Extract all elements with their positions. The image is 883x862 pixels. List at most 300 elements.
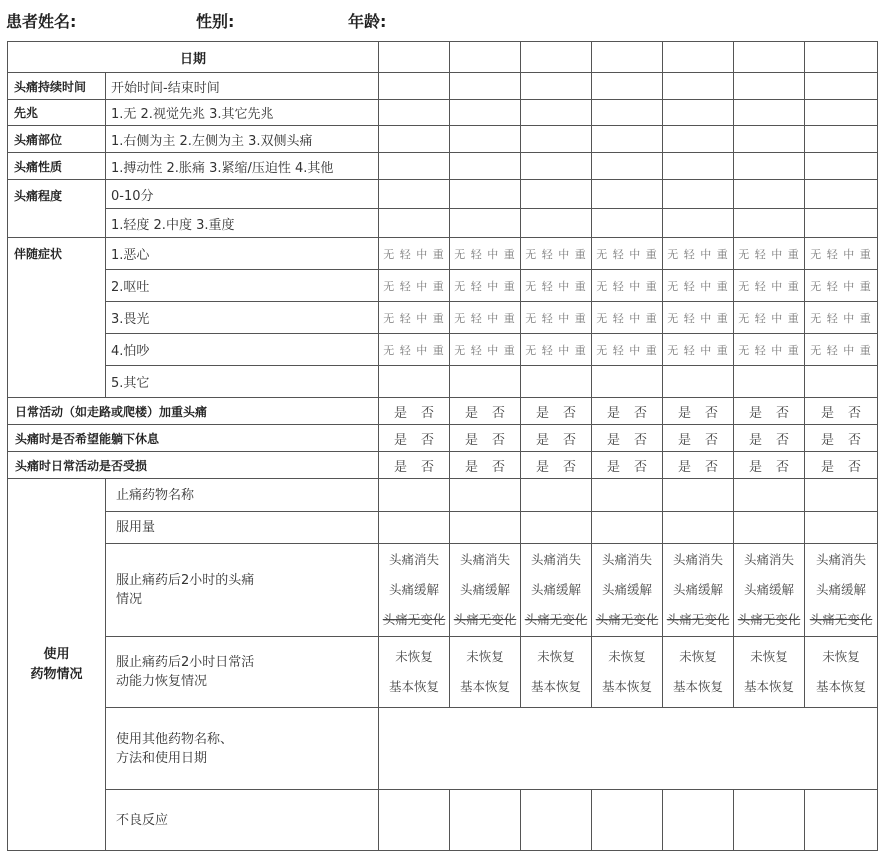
- date-cell-6[interactable]: [734, 302, 805, 334]
- pain-option: 头痛缓解: [673, 582, 724, 597]
- date-cell-6[interactable]: [734, 425, 805, 452]
- date-cell-3[interactable]: [521, 270, 592, 302]
- date-cell-7[interactable]: [805, 209, 878, 238]
- date-cell-3[interactable]: [521, 73, 592, 100]
- table-row: [8, 398, 878, 425]
- symptom-item: 1.恶心: [106, 238, 379, 270]
- date-cell-7[interactable]: [805, 270, 878, 302]
- date-cell-6[interactable]: [734, 512, 805, 544]
- date-cell-6[interactable]: [734, 42, 805, 73]
- date-cell-7[interactable]: [805, 425, 878, 452]
- date-cell-2[interactable]: [450, 153, 521, 180]
- yes-option: 是: [394, 405, 408, 421]
- aura-label: 先兆: [8, 100, 106, 126]
- table-row: [8, 544, 878, 637]
- date-cell-7[interactable]: [805, 302, 878, 334]
- table-row: [8, 334, 878, 366]
- date-cell-2[interactable]: [450, 42, 521, 73]
- yes-option: 是: [678, 405, 692, 421]
- date-cell-4[interactable]: [592, 790, 663, 851]
- table-row: [8, 100, 878, 126]
- yes-option: 是: [607, 405, 621, 421]
- no-option: 否: [492, 459, 506, 475]
- pain-option: 头痛无变化: [524, 612, 588, 627]
- date-cell-7[interactable]: [805, 153, 878, 180]
- function-option: 未恢复: [608, 649, 646, 664]
- pain-option: 头痛缓解: [460, 582, 511, 597]
- function-option: 基本恢复: [602, 679, 653, 694]
- date-cell-1[interactable]: [379, 126, 450, 153]
- date-cell-1[interactable]: [379, 790, 450, 851]
- pain-option: 头痛消失: [673, 552, 724, 567]
- severity-options: 无 轻 中 重: [667, 279, 729, 293]
- yes-option: 是: [536, 459, 550, 475]
- pain-option: 头痛无变化: [809, 612, 873, 627]
- severity-options: 无 轻 中 重: [454, 343, 516, 357]
- date-cell-4[interactable]: [592, 398, 663, 425]
- date-cell-2[interactable]: [450, 209, 521, 238]
- date-cell-1[interactable]: [379, 180, 450, 209]
- date-cell-6[interactable]: [734, 334, 805, 366]
- pain-option: 头痛缓解: [389, 582, 440, 597]
- pain-option: 头痛消失: [531, 552, 582, 567]
- date-cell-4[interactable]: [592, 270, 663, 302]
- symptom-item: 5.其它: [106, 366, 379, 398]
- date-cell-4[interactable]: [592, 42, 663, 73]
- date-cell-2[interactable]: [450, 637, 521, 708]
- date-cell-3[interactable]: [521, 425, 592, 452]
- date-cell-3[interactable]: [521, 153, 592, 180]
- date-cell-6[interactable]: [734, 180, 805, 209]
- date-cell-7[interactable]: [805, 334, 878, 366]
- function-line1: 服止痛药后2小时日常活: [116, 655, 255, 670]
- other-drugs-label: [106, 708, 379, 790]
- intensity-levels: 1.轻度 2.中度 3.重度: [106, 209, 379, 238]
- date-cell-1[interactable]: [379, 544, 450, 637]
- severity-options: 无 轻 中 重: [383, 311, 445, 325]
- date-cell-4[interactable]: [592, 637, 663, 708]
- date-cell-5[interactable]: [663, 126, 734, 153]
- yes-option: 是: [536, 405, 550, 421]
- symptoms-label: 伴随症状: [8, 238, 106, 398]
- date-cell-4[interactable]: [592, 452, 663, 479]
- date-cell-4[interactable]: [592, 479, 663, 512]
- pain-option: 头痛无变化: [666, 612, 730, 627]
- function-option: 未恢复: [395, 649, 433, 664]
- date-cell-5[interactable]: [663, 452, 734, 479]
- table-row: [8, 452, 878, 479]
- date-cell-5[interactable]: [663, 180, 734, 209]
- date-cell-5[interactable]: [663, 42, 734, 73]
- date-cell-2[interactable]: [450, 398, 521, 425]
- yes-option: 是: [465, 432, 479, 448]
- date-cell-2[interactable]: [450, 512, 521, 544]
- date-cell-2[interactable]: [450, 100, 521, 126]
- date-cell-7[interactable]: [805, 366, 878, 398]
- severity-options: 无 轻 中 重: [525, 247, 587, 261]
- table-row: [8, 512, 878, 544]
- severity-options: 无 轻 中 重: [738, 279, 800, 293]
- no-option: 否: [705, 405, 719, 421]
- date-cell-1[interactable]: [379, 209, 450, 238]
- date-cell-3[interactable]: [521, 479, 592, 512]
- date-cell-6[interactable]: [734, 790, 805, 851]
- date-cell-5[interactable]: [663, 425, 734, 452]
- yes-option: 是: [821, 459, 835, 475]
- severity-options: 无 轻 中 重: [596, 343, 658, 357]
- date-header: 日期: [8, 42, 379, 73]
- severity-options: 无 轻 中 重: [810, 311, 872, 325]
- date-cell-5[interactable]: [663, 544, 734, 637]
- no-option: 否: [421, 459, 435, 475]
- table-row: [8, 425, 878, 452]
- date-cell-3[interactable]: [521, 302, 592, 334]
- date-cell-3[interactable]: [521, 637, 592, 708]
- no-option: 否: [848, 459, 862, 475]
- date-cell-4[interactable]: [592, 334, 663, 366]
- date-cell-6[interactable]: [734, 73, 805, 100]
- table-row: [8, 302, 878, 334]
- severity-options: 无 轻 中 重: [525, 311, 587, 325]
- date-cell-2[interactable]: [450, 544, 521, 637]
- duration-label: 头痛持续时间: [8, 73, 106, 100]
- date-cell-5[interactable]: [663, 398, 734, 425]
- date-cell-6[interactable]: [734, 126, 805, 153]
- no-option: 否: [492, 432, 506, 448]
- date-cell-6[interactable]: [734, 100, 805, 126]
- adverse-reaction-label: 不良反应: [106, 790, 379, 851]
- date-cell-3[interactable]: [521, 544, 592, 637]
- severity-options: 无 轻 中 重: [738, 247, 800, 261]
- severity-options: 无 轻 中 重: [454, 279, 516, 293]
- severity-options: 无 轻 中 重: [596, 247, 658, 261]
- table-row: [8, 209, 878, 238]
- severity-options: 无 轻 中 重: [738, 343, 800, 357]
- date-cell-2[interactable]: [450, 180, 521, 209]
- date-cell-3[interactable]: [521, 398, 592, 425]
- severity-options: 无 轻 中 重: [667, 343, 729, 357]
- severity-options: 无 轻 中 重: [454, 311, 516, 325]
- severity-options: 无 轻 中 重: [596, 311, 658, 325]
- date-cell-5[interactable]: [663, 637, 734, 708]
- severity-options: 无 轻 中 重: [383, 279, 445, 293]
- date-cell-7[interactable]: [805, 100, 878, 126]
- date-cell-2[interactable]: [450, 73, 521, 100]
- date-cell-2[interactable]: [450, 238, 521, 270]
- pain-option: 头痛消失: [460, 552, 511, 567]
- pain-after-line1: 服止痛药后2小时的头痛: [116, 573, 255, 588]
- activity-row-label: 头痛时日常活动是否受损: [8, 452, 379, 479]
- date-cell-5[interactable]: [663, 479, 734, 512]
- date-cell-4[interactable]: [592, 73, 663, 100]
- date-cell-7[interactable]: [805, 512, 878, 544]
- table-row: [8, 479, 878, 512]
- table-row: [8, 238, 878, 270]
- pain-option: 头痛消失: [816, 552, 867, 567]
- severity-options: 无 轻 中 重: [810, 343, 872, 357]
- date-cell-1[interactable]: [379, 398, 450, 425]
- date-cell-2[interactable]: [450, 479, 521, 512]
- pain-after-label: [106, 544, 379, 637]
- date-cell-2[interactable]: [450, 425, 521, 452]
- date-cell-1[interactable]: [379, 637, 450, 708]
- date-cell-5[interactable]: [663, 790, 734, 851]
- medication-label-line2: 药物情况: [30, 666, 83, 682]
- yes-option: 是: [821, 432, 835, 448]
- no-option: 否: [634, 405, 648, 421]
- table-row: [8, 153, 878, 180]
- yes-option: 是: [749, 405, 763, 421]
- pain-option: 头痛无变化: [382, 612, 446, 627]
- pain-option: 头痛消失: [389, 552, 440, 567]
- date-cell-6[interactable]: [734, 398, 805, 425]
- yes-option: 是: [394, 459, 408, 475]
- date-cell-5[interactable]: [663, 270, 734, 302]
- pain-option: 头痛无变化: [595, 612, 659, 627]
- function-option: 未恢复: [750, 649, 788, 664]
- gender-label: 性别:: [196, 12, 235, 31]
- quality-value: 1.搏动性 2.胀痛 3.紧缩/压迫性 4.其他: [106, 153, 379, 180]
- yes-option: 是: [678, 432, 692, 448]
- table-row: [8, 126, 878, 153]
- no-option: 否: [634, 459, 648, 475]
- other-drugs-line1: 使用其他药物名称、: [116, 731, 234, 747]
- location-label: 头痛部位: [8, 126, 106, 153]
- location-value: 1.右侧为主 2.左侧为主 3.双侧头痛: [106, 126, 379, 153]
- no-option: 否: [492, 405, 506, 421]
- table-row: [8, 708, 878, 790]
- pain-option: 头痛无变化: [737, 612, 801, 627]
- function-option: 基本恢复: [531, 679, 582, 694]
- pain-option: 头痛无变化: [453, 612, 517, 627]
- no-option: 否: [776, 405, 790, 421]
- date-cell-4[interactable]: [592, 302, 663, 334]
- date-cell-3[interactable]: [521, 366, 592, 398]
- date-cell-2[interactable]: [450, 270, 521, 302]
- date-cell-3[interactable]: [521, 209, 592, 238]
- no-option: 否: [705, 432, 719, 448]
- date-cell-3[interactable]: [521, 334, 592, 366]
- function-option: 基本恢复: [744, 679, 795, 694]
- date-cell-4[interactable]: [592, 425, 663, 452]
- activity-row-label: 头痛时是否希望能躺下休息: [8, 425, 379, 452]
- date-cell-1[interactable]: [379, 153, 450, 180]
- function-option: 未恢复: [822, 649, 860, 664]
- date-cell-4[interactable]: [592, 366, 663, 398]
- quality-label: 头痛性质: [8, 153, 106, 180]
- yes-option: 是: [749, 432, 763, 448]
- date-cell-4[interactable]: [592, 512, 663, 544]
- date-cell-6[interactable]: [734, 153, 805, 180]
- date-cell-4[interactable]: [592, 238, 663, 270]
- function-line2: 动能力恢复情况: [116, 674, 208, 689]
- date-cell-6[interactable]: [734, 479, 805, 512]
- no-option: 否: [776, 459, 790, 475]
- function-option: 基本恢复: [816, 679, 867, 694]
- severity-options: 无 轻 中 重: [738, 311, 800, 325]
- date-cell-2[interactable]: [450, 302, 521, 334]
- table-row: [8, 637, 878, 708]
- no-option: 否: [421, 432, 435, 448]
- date-cell-7[interactable]: [805, 479, 878, 512]
- date-cell-4[interactable]: [592, 180, 663, 209]
- table-row: [8, 270, 878, 302]
- function-option: 基本恢复: [389, 679, 440, 694]
- date-cell-7[interactable]: [805, 637, 878, 708]
- yes-option: 是: [465, 459, 479, 475]
- date-cell-6[interactable]: [734, 270, 805, 302]
- date-cell-2[interactable]: [450, 452, 521, 479]
- other-drugs-entry[interactable]: [379, 708, 878, 790]
- date-cell-1[interactable]: [379, 302, 450, 334]
- date-cell-6[interactable]: [734, 637, 805, 708]
- date-cell-7[interactable]: [805, 398, 878, 425]
- date-cell-1[interactable]: [379, 425, 450, 452]
- pain-option: 头痛消失: [744, 552, 795, 567]
- function-option: 未恢复: [466, 649, 504, 664]
- date-cell-6[interactable]: [734, 544, 805, 637]
- pain-after-line2: 情况: [116, 592, 143, 607]
- pain-option: 头痛缓解: [531, 582, 582, 597]
- date-cell-2[interactable]: [450, 334, 521, 366]
- function-option: 基本恢复: [460, 679, 511, 694]
- date-cell-2[interactable]: [450, 366, 521, 398]
- other-drugs-line2: 方法和使用日期: [116, 750, 208, 766]
- yes-option: 是: [678, 459, 692, 475]
- date-cell-7[interactable]: [805, 126, 878, 153]
- yes-option: 是: [607, 459, 621, 475]
- patient-name-label: 患者姓名:: [6, 12, 77, 31]
- drug-name-label: 止痛药物名称: [106, 479, 379, 512]
- date-cell-4[interactable]: [592, 100, 663, 126]
- symptom-item: 4.怕吵: [106, 334, 379, 366]
- date-cell-2[interactable]: [450, 790, 521, 851]
- date-cell-3[interactable]: [521, 512, 592, 544]
- aura-value: 1.无 2.视觉先兆 3.其它先兆: [106, 100, 379, 126]
- intensity-scale: 0-10分: [106, 180, 379, 209]
- date-cell-1[interactable]: [379, 270, 450, 302]
- activity-row-label: 日常活动（如走路或爬楼）加重头痛: [8, 398, 379, 425]
- date-cell-6[interactable]: [734, 366, 805, 398]
- date-cell-7[interactable]: [805, 452, 878, 479]
- date-cell-3[interactable]: [521, 100, 592, 126]
- yes-option: 是: [536, 432, 550, 448]
- date-cell-1[interactable]: [379, 42, 450, 73]
- date-cell-3[interactable]: [521, 126, 592, 153]
- pain-option: 头痛缓解: [602, 582, 653, 597]
- date-cell-1[interactable]: [379, 334, 450, 366]
- headache-diary-table: [7, 41, 878, 851]
- date-cell-7[interactable]: [805, 73, 878, 100]
- yes-option: 是: [394, 432, 408, 448]
- table-row: [8, 366, 878, 398]
- no-option: 否: [563, 459, 577, 475]
- function-recovery-label: [106, 637, 379, 708]
- date-cell-6[interactable]: [734, 452, 805, 479]
- severity-options: 无 轻 中 重: [667, 311, 729, 325]
- date-cell-5[interactable]: [663, 238, 734, 270]
- severity-options: 无 轻 中 重: [596, 279, 658, 293]
- no-option: 否: [848, 405, 862, 421]
- date-cell-4[interactable]: [592, 544, 663, 637]
- medication-section-label: [8, 479, 106, 851]
- symptom-item: 3.畏光: [106, 302, 379, 334]
- medication-label-line1: 使用: [43, 646, 70, 662]
- date-cell-5[interactable]: [663, 334, 734, 366]
- date-cell-7[interactable]: [805, 180, 878, 209]
- date-cell-5[interactable]: [663, 302, 734, 334]
- severity-options: 无 轻 中 重: [525, 279, 587, 293]
- date-cell-5[interactable]: [663, 153, 734, 180]
- severity-options: 无 轻 中 重: [454, 247, 516, 261]
- date-cell-1[interactable]: [379, 73, 450, 100]
- table-row: [8, 790, 878, 851]
- pain-option: 头痛消失: [602, 552, 653, 567]
- date-cell-3[interactable]: [521, 42, 592, 73]
- date-cell-1[interactable]: [379, 452, 450, 479]
- date-cell-7[interactable]: [805, 790, 878, 851]
- date-cell-5[interactable]: [663, 73, 734, 100]
- intensity-label: 头痛程度: [8, 180, 106, 238]
- date-cell-3[interactable]: [521, 238, 592, 270]
- pain-option: 头痛缓解: [744, 582, 795, 597]
- no-option: 否: [421, 405, 435, 421]
- table-row: [8, 42, 878, 73]
- date-cell-5[interactable]: [663, 512, 734, 544]
- no-option: 否: [776, 432, 790, 448]
- date-cell-7[interactable]: [805, 544, 878, 637]
- function-option: 未恢复: [537, 649, 575, 664]
- date-cell-5[interactable]: [663, 100, 734, 126]
- severity-options: 无 轻 中 重: [525, 343, 587, 357]
- function-option: 未恢复: [679, 649, 717, 664]
- date-cell-1[interactable]: [379, 100, 450, 126]
- date-cell-1[interactable]: [379, 366, 450, 398]
- yes-option: 是: [821, 405, 835, 421]
- date-cell-4[interactable]: [592, 153, 663, 180]
- date-cell-4[interactable]: [592, 126, 663, 153]
- date-cell-1[interactable]: [379, 238, 450, 270]
- no-option: 否: [563, 432, 577, 448]
- dose-label: 服用量: [106, 512, 379, 544]
- no-option: 否: [634, 432, 648, 448]
- severity-options: 无 轻 中 重: [667, 247, 729, 261]
- date-cell-1[interactable]: [379, 479, 450, 512]
- date-cell-3[interactable]: [521, 452, 592, 479]
- table-row: [8, 180, 878, 209]
- date-cell-6[interactable]: [734, 209, 805, 238]
- date-cell-2[interactable]: [450, 126, 521, 153]
- severity-options: 无 轻 中 重: [810, 247, 872, 261]
- date-cell-5[interactable]: [663, 209, 734, 238]
- yes-option: 是: [607, 432, 621, 448]
- date-cell-3[interactable]: [521, 790, 592, 851]
- date-cell-1[interactable]: [379, 512, 450, 544]
- date-cell-4[interactable]: [592, 209, 663, 238]
- yes-option: 是: [465, 405, 479, 421]
- date-cell-7[interactable]: [805, 238, 878, 270]
- severity-options: 无 轻 中 重: [810, 279, 872, 293]
- symptom-item: 2.呕吐: [106, 270, 379, 302]
- date-cell-6[interactable]: [734, 238, 805, 270]
- age-label: 年龄:: [348, 12, 387, 31]
- date-cell-5[interactable]: [663, 366, 734, 398]
- date-cell-3[interactable]: [521, 180, 592, 209]
- yes-option: 是: [749, 459, 763, 475]
- no-option: 否: [848, 432, 862, 448]
- date-cell-7[interactable]: [805, 42, 878, 73]
- table-row: [8, 73, 878, 100]
